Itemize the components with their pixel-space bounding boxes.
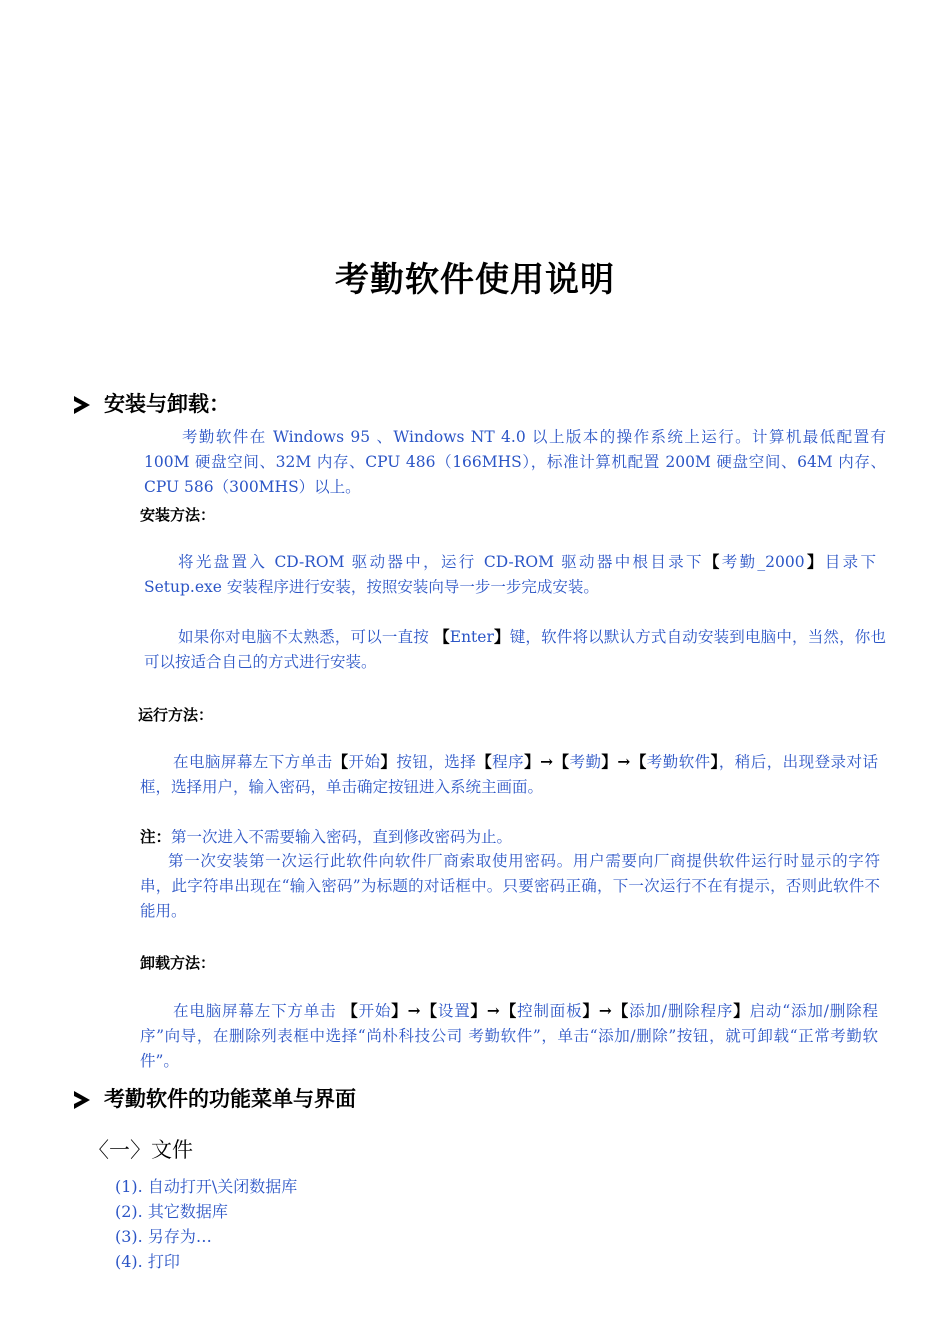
text-run: 将光盘置入 CD-ROM 驱动器中，运行 CD-ROM 驱动器中根目录下 bbox=[178, 553, 704, 571]
section-heading-menus bbox=[74, 1083, 356, 1113]
bracket-open: 【 bbox=[703, 552, 722, 571]
text-run: 在电脑屏幕左下方单击 bbox=[173, 753, 333, 771]
bracket-open: 【 bbox=[553, 752, 570, 771]
list-item: (3). 另存为… bbox=[115, 1227, 212, 1246]
bracket-close: 】 bbox=[601, 752, 618, 771]
bracket-close: 】 bbox=[470, 1001, 487, 1020]
note-text: 第一次进入不需要输入密码，直到修改密码为止。 bbox=[171, 828, 513, 846]
bracket-open: 【 bbox=[434, 627, 450, 646]
text-run: 键，软件将以默认方式自动安装到电脑中，当然，你也可以按适合自己的方式进行安装。 bbox=[144, 628, 886, 671]
bracket-close: 】 bbox=[710, 752, 719, 771]
install-paragraph-2 bbox=[144, 624, 886, 675]
section-heading-text: 考勤软件的功能菜单与界面 bbox=[104, 1086, 356, 1111]
text-run: 启动“添加/删除程序”向导，在删除列表框中选择“尚朴科技公司 考勤软件”，单击“添加/删除”按钮，就可卸载“正常考勤软件”。 bbox=[140, 1002, 878, 1070]
bracket-close: 】 bbox=[391, 1001, 408, 1020]
note-line bbox=[140, 824, 880, 850]
section-heading-text: 安装与卸载： bbox=[104, 391, 230, 416]
bracket-open: 【 bbox=[332, 752, 349, 771]
intro-paragraph: 考勤软件在 Windows 95 、Windows NT 4.0 以上版本的操作系统上运行。计算机最低配置有 100M 硬盘空间、32M 内存、CPU 486（166MHS），标准计算机配置 200M 硬盘空间、64M 内存、CPU 586（300MHS）以上。 bbox=[144, 428, 886, 496]
menu-programs: 程序 bbox=[492, 753, 525, 771]
document-title: 考勤软件使用说明 bbox=[335, 260, 615, 300]
menu-start: 开始 bbox=[348, 753, 381, 771]
run-paragraph bbox=[140, 749, 878, 800]
menu-attendance-software: 考勤软件 bbox=[646, 753, 711, 771]
menu-attendance: 考勤 bbox=[569, 753, 602, 771]
install-method-label: 安装方法： bbox=[140, 506, 216, 524]
subsection-heading-file: 〈一〉文件 bbox=[88, 1138, 193, 1162]
note-paragraph: 第一次安装第一次运行此软件向软件厂商索取使用密码。用户需要向厂商提供软件运行时显示的字符串，此字符串出现在“输入密码”为标题的对话框中。只要密码正确，下一次运行不在有提示，否则此软件不能用。 bbox=[140, 852, 880, 920]
text-run: 按钮，选择 bbox=[396, 753, 477, 771]
list-item: (1). 自动打开\关闭数据库 bbox=[115, 1177, 298, 1196]
menu-add-remove: 添加/删除程序 bbox=[629, 1002, 734, 1020]
install-paragraph-1 bbox=[144, 549, 876, 600]
menu-settings: 设置 bbox=[437, 1002, 471, 1020]
menu-start: 开始 bbox=[358, 1002, 392, 1020]
folder-name: 考勤_2000 bbox=[721, 553, 805, 571]
uninstall-paragraph bbox=[140, 998, 878, 1074]
text-run: 目录下 Setup.exe 安装程序进行安装，按照安装向导一步一步完成安装。 bbox=[144, 553, 876, 596]
bracket-close: 】 bbox=[582, 1001, 599, 1020]
bracket-open: 【 bbox=[611, 1001, 630, 1020]
arrow-right-icon: → bbox=[617, 752, 631, 771]
bracket-close: 】 bbox=[493, 627, 510, 646]
section-heading-install bbox=[74, 388, 230, 418]
bracket-open: 【 bbox=[476, 752, 493, 771]
list-item: (4). 打印 bbox=[115, 1252, 180, 1271]
bracket-close: 】 bbox=[524, 752, 541, 771]
uninstall-method-label: 卸载方法： bbox=[140, 954, 216, 972]
arrow-right-icon: → bbox=[486, 1001, 500, 1020]
bracket-close: 】 bbox=[804, 552, 825, 571]
bracket-open: 【 bbox=[630, 752, 647, 771]
text-run: ，稍后，出现登录对话框，选择用户，输入密码，单击确定按钮进入系统主画面。 bbox=[140, 753, 878, 796]
menu-control-panel: 控制面板 bbox=[517, 1002, 583, 1020]
arrow-bullet-icon bbox=[74, 396, 90, 414]
run-method-label: 运行方法： bbox=[138, 706, 214, 724]
key-name: Enter bbox=[449, 628, 494, 646]
arrow-right-icon: → bbox=[598, 1001, 612, 1020]
bracket-open: 【 bbox=[342, 1001, 359, 1020]
list-item: (2). 其它数据库 bbox=[115, 1202, 228, 1221]
text-run: 在电脑屏幕左下方单击 bbox=[173, 1002, 343, 1020]
arrow-bullet-icon bbox=[74, 1091, 90, 1109]
bracket-open: 【 bbox=[499, 1001, 518, 1020]
arrow-right-icon: → bbox=[540, 752, 554, 771]
bracket-open: 【 bbox=[420, 1001, 438, 1020]
bracket-close: 】 bbox=[380, 752, 397, 771]
note-label: 注： bbox=[140, 827, 172, 846]
arrow-right-icon: → bbox=[407, 1001, 421, 1020]
bracket-close: 】 bbox=[733, 1001, 750, 1020]
text-run: 如果你对电脑不太熟悉，可以一直按 bbox=[178, 628, 435, 646]
